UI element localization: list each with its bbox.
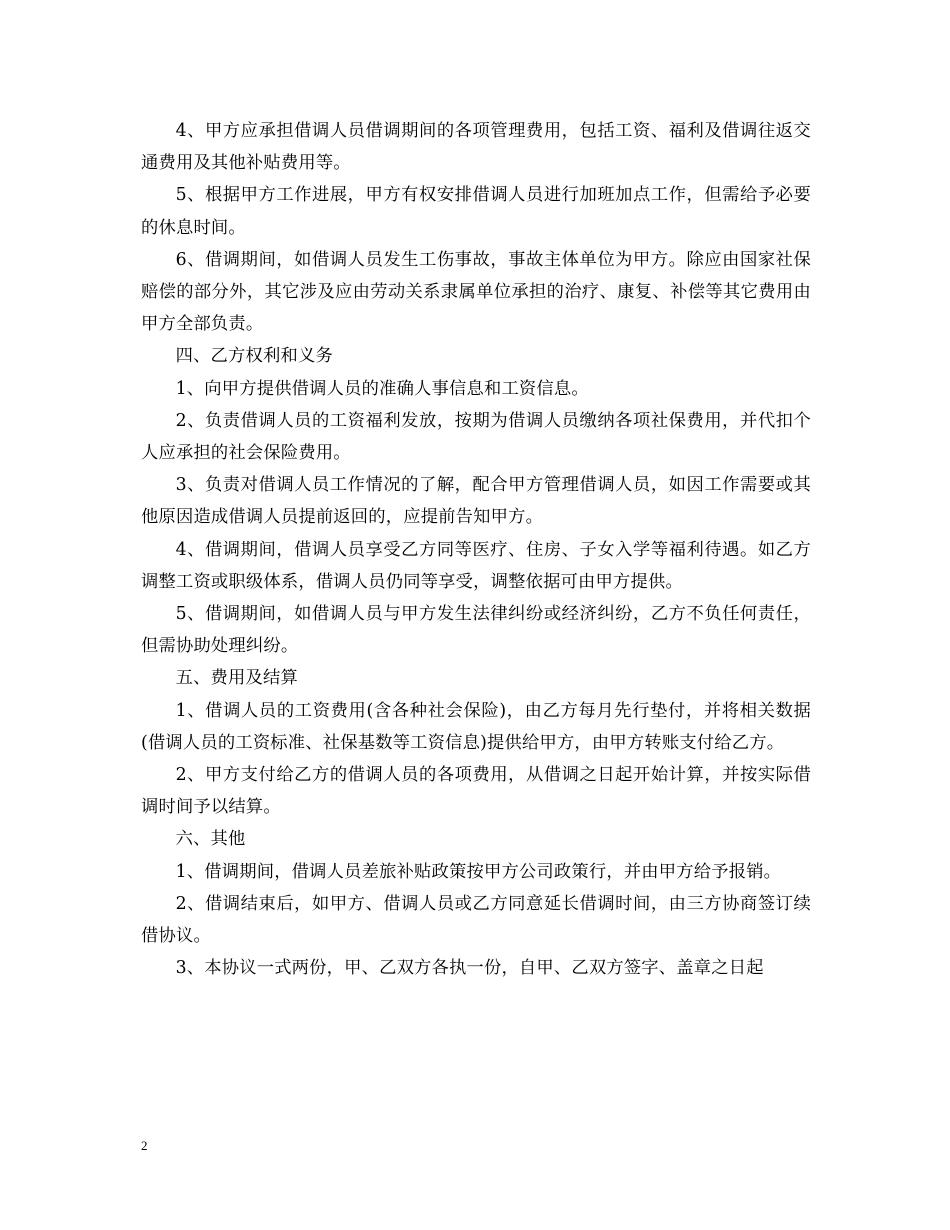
section-heading: 四、乙方权利和义务 (175, 346, 333, 367)
clause-paragraph: 4、借调期间，借调人员享受乙方同等医疗、住房、子女入学等福利待遇。如乙方调整工资或职级体系，借调人员仍同等享受，调整依据可由甲方提供。 (141, 539, 811, 592)
page-number: 2 (141, 1138, 148, 1153)
clause-paragraph: 1、借调期间，借调人员差旅补贴政策按甲方公司政策行，并由甲方给予报销。 (175, 861, 782, 882)
clause-paragraph: 3、本协议一式两份，甲、乙双方各执一份，自甲、乙双方签字、盖章之日起 (175, 958, 764, 979)
clause-paragraph: 6、借调期间，如借调人员发生工伤事故，事故主体单位为甲方。除应由国家社保赔偿的部分外，其它涉及应由劳动关系隶属单位承担的治疗、康复、补偿等其它费用由甲方全部负责。 (141, 249, 811, 335)
clause-paragraph: 5、根据甲方工作进展，甲方有权安排借调人员进行加班加点工作，但需给予必要的休息时间。 (141, 185, 811, 238)
clause-paragraph: 1、借调人员的工资费用(含各种社会保险)，由乙方每月先行垫付，并将相关数据(借调人员的工资标准、社保基数等工资信息)提供给甲方，由甲方转账支付给乙方。 (141, 700, 811, 753)
clause-paragraph: 1、向甲方提供借调人员的准确人事信息和工资信息。 (175, 378, 589, 399)
clause-paragraph: 5、借调期间，如借调人员与甲方发生法律纠纷或经济纠纷，乙方不负任何责任，但需协助处理纠纷。 (141, 604, 811, 657)
section-heading: 五、费用及结算 (175, 668, 298, 689)
clause-paragraph: 4、甲方应承担借调人员借调期间的各项管理费用，包括工资、福利及借调往返交通费用及其他补贴费用等。 (141, 121, 811, 174)
clause-paragraph: 2、甲方支付给乙方的借调人员的各项费用，从借调之日起开始计算，并按实际借调时间予以结算。 (141, 765, 811, 818)
clause-paragraph: 2、负责借调人员的工资福利发放，按期为借调人员缴纳各项社保费用，并代扣个人应承担的社会保险费用。 (141, 410, 811, 464)
clause-paragraph: 2、借调结束后，如甲方、借调人员或乙方同意延长借调时间，由三方协商签订续借协议。 (141, 893, 811, 947)
section-heading: 六、其他 (175, 829, 246, 850)
document-body (141, 115, 811, 984)
clause-paragraph: 3、负责对借调人员工作情况的了解，配合甲方管理借调人员，如因工作需要或其他原因造成借调人员提前返回的，应提前告知甲方。 (141, 475, 811, 528)
